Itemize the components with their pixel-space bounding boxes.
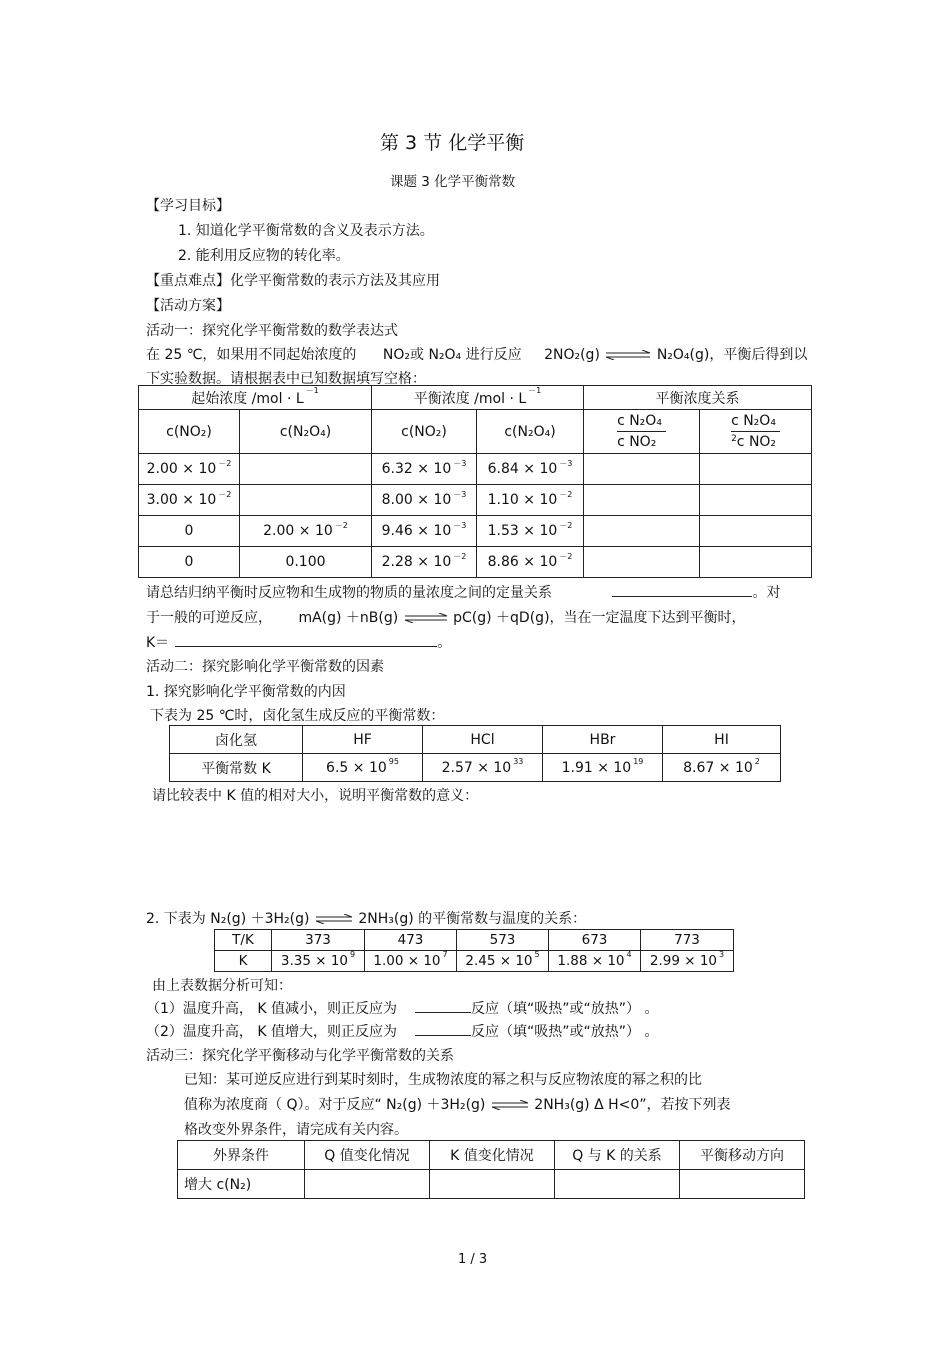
page-number: 1 / 3 xyxy=(458,1252,488,1267)
activity1-title: 活动一：探究化学平衡常数的数学表达式 xyxy=(146,323,398,339)
activity2-section1-intro: 下表为 25 ℃时，卤化氢生成反应的平衡常数： xyxy=(150,708,445,724)
activity1-intro xyxy=(146,344,807,364)
activity3-paragraph-2: 值称为浓度商（ Q）。对于反应“ N₂(g) ＋3H₂(g) 2NH₃(g) Δ H<0”，若按下列表 xyxy=(184,1097,731,1113)
blank-cell[interactable] xyxy=(305,1170,430,1199)
blank-cell[interactable] xyxy=(680,1170,805,1199)
intro-part-b: NO₂或 N₂O₄ 进行反应 xyxy=(382,347,522,363)
blank-cell[interactable] xyxy=(700,516,812,547)
question-2: （2）温度升高， K 值增大，则正反应为 反应（填“吸热”或“放热”） 。 xyxy=(146,1021,658,1041)
intro-part-d: N₂O₄(g)，平衡后得到以 xyxy=(656,347,808,363)
header-equilibrium: 平衡浓度 $/mol \cdot L^{-1}$ xyxy=(372,386,584,410)
activity3-paragraph-1: 已知：某可逆反应进行到某时刻时，生成物浓度的幂之积与反应物浓度的幂之积的比 xyxy=(184,1072,702,1088)
key-points: 【重点难点】化学平衡常数的表示方法及其应用 xyxy=(146,273,440,289)
blank-cell[interactable] xyxy=(584,547,700,578)
temperature-k-table: T/K 373 473 573 673 773 K 3.35 × 10 $^9$ 1.00 × 10 $^7$ 2.45 × 10 $^5$ 1.88 × 10 $^4$ 2.99 × 10 $^3$ xyxy=(214,929,734,972)
header-initial: 起始浓度 $/mol \cdot L^{-1}$ xyxy=(139,386,372,410)
blank-cell[interactable] xyxy=(584,516,700,547)
summary-blank[interactable] xyxy=(612,582,752,597)
goal-1: 1. 知道化学平衡常数的含义及表示方法。 xyxy=(178,223,434,239)
activity2-section1: 1. 探究影响化学平衡常数的内因 xyxy=(146,684,346,700)
intro-part-c: 2NO₂(g) xyxy=(544,347,600,363)
table-row: 增大 c(N₂) xyxy=(178,1170,805,1199)
blank-cell[interactable] xyxy=(555,1170,680,1199)
table-row: 2.00 × 10 $^{-2}$ 6.32 × 10 $^{-3}$ 6.84 × 10 $^{-3}$ xyxy=(139,454,812,485)
activity2-question: 请比较表中 K 值的相对大小，说明平衡常数的意义： xyxy=(152,788,479,804)
plan-header: 【活动方案】 xyxy=(146,298,230,314)
equilibrium-arrow-icon xyxy=(314,914,354,924)
blank-cell[interactable] xyxy=(584,454,700,485)
equilibrium-arrow-icon xyxy=(403,613,449,623)
equilibrium-arrow-icon xyxy=(490,1100,530,1110)
question-2-blank[interactable] xyxy=(415,1021,471,1036)
table-row: 3.00 × 10 $^{-2}$ 8.00 × 10 $^{-3}$ 1.10 × 10 $^{-2}$ xyxy=(139,485,812,516)
col-initial-n2o4: c(N₂O₄) xyxy=(240,410,372,454)
ratio-expression-1: $\frac{\text{c N₂O₄}}{\text{c NO₂}}$ xyxy=(584,410,700,454)
equilibrium-arrow-icon xyxy=(604,350,652,360)
goal-2: 2. 能利用反应物的转化率。 xyxy=(178,248,350,264)
equilibrium-data-table xyxy=(138,385,812,578)
activity2-title: 活动二：探究影响化学平衡常数的因素 xyxy=(146,659,384,675)
activity1-intro-line2: 下实验数据。请根据表中已知数据填写空格： xyxy=(146,371,426,387)
col-initial-no2: c(NO₂) xyxy=(139,410,240,454)
goals-header: 【学习目标】 xyxy=(146,198,230,214)
table-row: 0 0.100 2.28 × 10 $^{-2}$ 8.86 × 10 $^{-2}$ xyxy=(139,547,812,578)
activity2-section2: 2. 下表为 N₂(g) ＋3H₂(g) 2NH₃(g) 的平衡常数与温度的关系： xyxy=(146,911,587,927)
header-relation: 平衡浓度关系 xyxy=(584,386,812,410)
analysis-intro: 由上表数据分析可知： xyxy=(152,978,292,994)
blank-cell[interactable] xyxy=(700,547,812,578)
k-expression-line: K＝ 。 xyxy=(146,632,451,652)
blank-cell[interactable] xyxy=(584,485,700,516)
ratio-expression-2: $\frac{\text{c N₂O₄}}{^2c NO_2}$ xyxy=(700,410,812,454)
question-1: （1）温度升高， K 值减小，则正反应为 反应（填“吸热”或“放热”） 。 xyxy=(146,998,658,1018)
activity3-paragraph-3: 格改变外界条件，请完成有关内容。 xyxy=(184,1122,408,1138)
condition-change-table: 外界条件 Q 值变化情况 K 值变化情况 Q 与 K 的关系 平衡移动方向 增大 c(N₂) xyxy=(177,1140,805,1199)
hydrogen-halide-table: 卤化氢 HF HCl HBr HI 平衡常数 K 6.5 × 10 $^{95}$ 2.57 × 10 $^{33}$ 1.91 × 10 $^{19}$ 8.67 × 10 $^2$ xyxy=(169,725,781,782)
activity3-title: 活动三：探究化学平衡移动与化学平衡常数的关系 xyxy=(146,1048,454,1064)
blank-cell[interactable] xyxy=(430,1170,555,1199)
blank-cell[interactable] xyxy=(700,485,812,516)
lesson-subtitle: 课题 3 化学平衡常数 xyxy=(390,174,516,190)
k-expression-blank[interactable] xyxy=(175,632,437,647)
question-1-blank[interactable] xyxy=(415,998,471,1013)
intro-part-a: 在 25 ℃，如果用不同起始浓度的 xyxy=(146,347,357,363)
general-reaction-line: 于一般的可逆反应， mA(g) ＋nB(g) pC(g) ＋qD(g)，当在一定温度下达到平衡时， xyxy=(146,610,746,626)
col-eq-n2o4: c(N₂O₄) xyxy=(477,410,584,454)
summary-line: 请总结归纳平衡时反应物和生成物的物质的量浓度之间的定量关系 。对 xyxy=(146,582,780,602)
table-row: 0 2.00 × 10 $^{-2}$ 9.46 × 10 $^{-3}$ 1.53 × 10 $^{-2}$ xyxy=(139,516,812,547)
blank-cell[interactable] xyxy=(700,454,812,485)
page-title: 第 3 节 化学平衡 xyxy=(380,132,525,154)
col-eq-no2: c(NO₂) xyxy=(372,410,477,454)
